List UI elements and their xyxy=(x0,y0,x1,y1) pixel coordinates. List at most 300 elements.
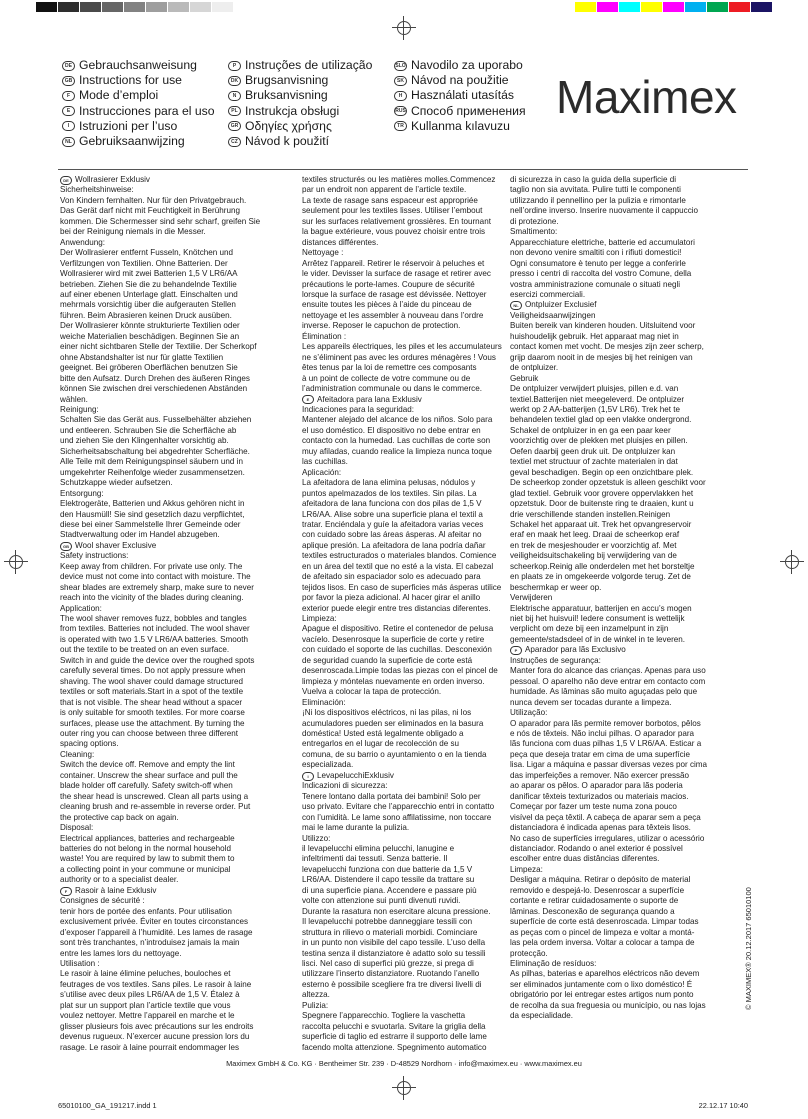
print-timestamp: 22.12.17 10:40 xyxy=(698,1101,748,1110)
text-line: niet bij het huisvuil! Iedere consument is wettelijk xyxy=(510,614,685,624)
color-swatch xyxy=(58,2,79,12)
text-line: l’administration communale ou dans le commerce. xyxy=(302,384,482,394)
text-line: testina senza il distanziatore è adatto solo su tessili xyxy=(302,948,486,958)
country-code-badge: F xyxy=(62,91,75,101)
text-line: voulez nettoyer. Mettre l’appareil en marche et le xyxy=(60,1011,235,1021)
text-line: desenroscada.Limpie todas las piezas con el pincel de xyxy=(302,666,498,676)
color-swatch xyxy=(36,2,57,12)
text-line: di sicurezza in caso la guida della superficie di xyxy=(510,175,677,184)
text-line: acumuladores pueden ser eliminados en la basura xyxy=(302,718,484,728)
text-line: und entleeren. Schrauben Sie die Scherfläche ab xyxy=(60,425,237,435)
text-line: nell’ordine inverso. Inserire nuovamente il cappuccio xyxy=(510,206,699,216)
language-item xyxy=(228,134,372,149)
language-label: Navodilo za uporabo xyxy=(411,58,523,72)
text-line: that is not visible. The shear head without a spacer xyxy=(60,697,243,707)
text-line: protecção. xyxy=(510,948,548,958)
country-code-badge: PL xyxy=(228,106,241,116)
language-label: Gebrauchsanweisung xyxy=(79,58,197,72)
text-line: Buiten bereik van kinderen houden. Uitsluitend voor xyxy=(510,321,696,331)
section-heading xyxy=(510,645,742,655)
language-item xyxy=(394,58,526,73)
file-slug: 65010100_GA_191217.indd 1 xyxy=(58,1101,157,1110)
text-line: und ziehen Sie den Klingenhalter vorsichtig ab. xyxy=(60,436,229,446)
country-code-badge: F xyxy=(60,887,72,896)
text-line: The wool shaver removes fuzz, bobbles and tangles xyxy=(60,614,247,624)
section-heading-text: Wollrasierer Exklusiv xyxy=(75,175,150,184)
text-line: ao aparar os pêlos. O aparador para lãs poderia xyxy=(510,781,683,791)
text-line: Gebruik xyxy=(510,373,539,383)
language-label: Bruksanvisning xyxy=(245,88,328,103)
text-line: esercizi commerciali. xyxy=(510,289,586,299)
text-line: Electrical appliances, batteries and rechargeable xyxy=(60,833,235,843)
text-line: as peças com o pincel de limpeza e voltar a montá- xyxy=(510,927,695,937)
country-code-badge: I xyxy=(302,772,314,781)
section-heading-text: Afeitadora para lana Exklusiv xyxy=(317,394,422,404)
country-code-badge: DK xyxy=(228,76,241,86)
color-swatch xyxy=(146,2,167,12)
country-code-badge: SK xyxy=(394,76,407,86)
text-line: nunca devem ser tocadas durante a limpeza. xyxy=(510,697,672,707)
section-heading xyxy=(302,395,534,405)
country-code-badge: GB xyxy=(62,76,75,86)
language-item xyxy=(62,58,215,73)
text-line: Tenere lontano dalla portata dei bambini! Solo per xyxy=(302,791,481,801)
header-divider xyxy=(58,169,748,170)
text-line: betrieben. Ziehen Sie die zu behandelnde Textilie xyxy=(60,279,237,289)
text-line: auf einer ebenen Unterlage glatt. Einschalten und xyxy=(60,289,238,299)
text-line: di una superficie piana. Accendere e passare più xyxy=(302,885,477,895)
text-line: uso privato. Evitare che l’apparecchio entri in contatto xyxy=(302,802,495,812)
text-line: Le rasoir à laine élimine peluches, bouloches et xyxy=(60,969,231,979)
text-line: devenus rugueux. N’exercer aucune pression lors du xyxy=(60,1032,250,1042)
text-line: Limpieza: xyxy=(302,614,337,624)
text-line: di protezione. xyxy=(510,216,559,226)
text-line: con cuidado el soporte de las cuchillas. Desconexión xyxy=(302,645,492,655)
text-line: en trek de mesjeshouder er voorzichtig af. Met xyxy=(510,540,677,550)
text-line: en un área del textil que no esté a la vista. El cabezal xyxy=(302,561,494,571)
text-line: diese bei einer Sammelstelle Ihrer Gemeinde oder xyxy=(60,519,241,529)
text-line: por favor la pieza adicional. Al hacer girar el anillo xyxy=(302,593,481,603)
text-line: voorzichtig over de plekken met pluisjes en pillen. xyxy=(510,436,688,446)
section-heading-text: LevapelucchiExklusiv xyxy=(317,770,394,780)
text-line: obrigatório por lei entregar estes artigos num ponto xyxy=(510,990,694,1000)
text-line: Schutzkappe wieder aufsetzen. xyxy=(60,478,173,488)
text-line: Sicherheitshinweise: xyxy=(60,185,134,195)
text-line: umgekehrter Reihenfolge wieder zusammensetzen. xyxy=(60,467,245,477)
text-line: Desligar a máquina. Retirar o depósito de material xyxy=(510,875,691,885)
text-line: Utilização: xyxy=(510,708,548,718)
copyright-note: © MAXIMEX® 20.12.2017 65010100 xyxy=(744,887,753,1010)
language-item xyxy=(394,73,526,88)
text-line: limpieza y móntelas nuevamente en orden inverso. xyxy=(302,676,485,686)
text-line: in un punto non visibile del capo tessile. L’uso della xyxy=(302,938,486,948)
language-item xyxy=(394,104,526,119)
text-line: Pulizia: xyxy=(302,1000,329,1010)
text-line: verplicht om deze bij een inzamelpunt in zijn xyxy=(510,624,669,634)
text-line: können Sie zwischen drei verschiedenen Abständen xyxy=(60,384,248,394)
language-list-1 xyxy=(62,58,215,149)
text-line: scheerkop.Reinig alle onderdelen met het borsteltje xyxy=(510,561,695,571)
section-heading-text: Rasoir à laine Exklusiv xyxy=(75,885,157,895)
country-code-badge: I xyxy=(62,121,75,131)
language-label: Instrucciones para el uso xyxy=(79,103,215,118)
text-line: êtes tenus par la loi de remettre ces composants xyxy=(302,363,477,373)
text-line: Cleaning: xyxy=(60,749,95,759)
text-line: is only suitable for smooth textiles. For more coarse xyxy=(60,708,245,718)
country-code-badge: GR xyxy=(228,121,241,131)
text-line: vacíelo. Desenrosque la superficie de corte y retire xyxy=(302,634,485,644)
text-line: La texte de rasage sans espaceur est appropriée xyxy=(302,195,478,205)
text-line: opzetstuk. Door de buitenste ring te draaien, kunt u xyxy=(510,499,694,509)
text-line: Apparecchiature elettriche, batterie ed accumulatori xyxy=(510,237,695,247)
text-line: contacto con la humedad. Las cuchillas de corte son xyxy=(302,436,491,446)
text-line: De scheerkop zonder opzetstuk is alleen geschikt voor xyxy=(510,478,706,488)
text-line: nettoyage et les assembler à nouveau dans l’ordre xyxy=(302,310,484,320)
text-line: entre les lames lors du nettoyage. xyxy=(60,948,182,958)
crop-mark-bottom xyxy=(392,1076,416,1100)
color-swatch xyxy=(597,2,618,12)
country-code-badge: P xyxy=(510,646,522,655)
text-line: non devono venire smaltiti con i rifiuti domestici! xyxy=(510,248,682,258)
text-line: escolher entre duas distâncias diferentes. xyxy=(510,854,660,864)
language-list-3 xyxy=(394,58,526,134)
text-line: Reinigung: xyxy=(60,404,99,414)
color-swatch xyxy=(729,2,750,12)
text-line: par un endroit non apparent de l’article textile. xyxy=(302,185,467,195)
color-swatch xyxy=(619,2,640,12)
text-line: das imperfeições a remover. Não exercer pressão xyxy=(510,770,690,780)
text-line: kommen. Die Schermesser sind sehr scharf, greifen Sie xyxy=(60,216,261,226)
text-line: Disposal: xyxy=(60,823,94,833)
text-line: utilizzare l’inserto distanziatore. Ruotando l’anello xyxy=(302,969,480,979)
text-line: superficie di taglio ed estrarre il supporto delle lame xyxy=(302,1032,487,1042)
text-line: Arrêtez l’appareil. Retirer le réservoir à peluches et xyxy=(302,258,485,268)
text-line: d’exposer l’appareil à l’humidité. Les lames de rasage xyxy=(60,927,253,937)
text-line: Ogni consumatore è tenuto per legge a conferirle xyxy=(510,258,686,268)
text-line: taglio non sia avvitata. Pulire tutti le componenti xyxy=(510,185,681,195)
text-line: infeltrimenti dai tessuti. Senza batterie. Il xyxy=(302,854,448,864)
text-line: textiles estructurados o materiales blandos. Comience xyxy=(302,551,497,561)
text-line: textiles or soft materials.Start in a spot of the textile xyxy=(60,687,244,697)
text-line: Anwendung: xyxy=(60,237,106,247)
language-label: Способ применения xyxy=(411,103,526,118)
text-line: el uso doméstico. El dispositivo no debe entrar en xyxy=(302,425,481,435)
language-item xyxy=(228,104,372,119)
text-line: mehrmals vorsichtig über die aufgerauten Stellen xyxy=(60,300,236,310)
text-line: Smaltimento: xyxy=(510,227,558,237)
text-line: a collecting point in your commune or municipal xyxy=(60,864,231,874)
country-code-badge: N xyxy=(228,91,241,101)
language-item xyxy=(62,134,215,149)
color-swatch xyxy=(124,2,145,12)
color-swatch xyxy=(168,2,189,12)
text-line: lorsque la surface de rasage est dévissée. Nettoyer xyxy=(302,289,487,299)
text-line: danificar têxteis texturizados ou materiais macios. xyxy=(510,791,689,801)
text-line: Switch the device off. Remove and empty the lint xyxy=(60,760,235,770)
text-line: sont très tranchantes, n’introduisez jamais la main xyxy=(60,938,240,948)
text-line: lisci. Nel caso di superfici più grezze, si prega di xyxy=(302,958,474,968)
language-label: Návod k použití xyxy=(245,134,330,149)
text-line: plat sur un support plan l’article textile que vous xyxy=(60,1000,231,1010)
text-line: las cuchillas. xyxy=(302,457,348,467)
text-line: especializada. xyxy=(302,760,354,770)
text-line: authority or to a specialist dealer. xyxy=(60,875,179,885)
text-line: Eliminación: xyxy=(302,697,346,707)
text-column-2 xyxy=(302,175,534,1053)
text-line: the protective cap back on again. xyxy=(60,812,179,822)
text-line: Sicherheitsabschaltung bei abgedrehter Scherfläche. xyxy=(60,446,250,456)
text-line: de ontpluizer. xyxy=(510,363,559,373)
text-line: werkt op 2 AA-batterijen (1,5V LR6). Trek het te xyxy=(510,404,681,414)
language-label: Instructions for use xyxy=(79,73,182,88)
color-swatch xyxy=(707,2,728,12)
text-line: batteries do not belong in the normal household xyxy=(60,844,231,853)
text-line: Apague el dispositivo. Retire el contenedor de pelusa xyxy=(302,624,494,634)
text-line: waste! You are required by law to submit them to xyxy=(60,854,235,864)
crop-mark-right xyxy=(780,550,804,574)
text-line: Utilisation : xyxy=(60,958,100,968)
text-line: Verfilzungen von Textilien. Ohne Batterien. Der xyxy=(60,258,228,268)
text-line: vostra amministrazione comunale o situati negli xyxy=(510,279,681,289)
language-label: Használati utasítás xyxy=(411,88,514,103)
text-line: huishoudelijk gebruik. Het apparaat mag niet in xyxy=(510,331,679,341)
text-line: Switch in and guide the device over the roughed spots xyxy=(60,655,255,665)
text-line: cortante e retirar cuidadosamente o suporte de xyxy=(510,896,679,906)
text-line: surfaces, please use the attachment. By turning the xyxy=(60,718,245,728)
country-code-badge: NL xyxy=(62,137,75,147)
text-line: altezza. xyxy=(302,990,330,1000)
text-line: visível da peça têxtil. A cabeça de aparar sem a peça xyxy=(510,812,701,822)
language-item xyxy=(62,104,215,119)
text-line: eraf en maak het leeg. Draai de scheerkop eraf xyxy=(510,530,680,540)
text-line: outer ring you can choose between three different xyxy=(60,729,239,739)
text-line: Stadtverwaltung oder im Handel abzugeben. xyxy=(60,530,220,540)
text-column-1 xyxy=(60,175,292,1053)
text-line: sur les surfaces relativement grossières. En tournant xyxy=(302,216,491,226)
section-heading xyxy=(510,300,742,310)
text-line: Vuelva a colocar la tapa de protección. xyxy=(302,687,442,697)
section-heading xyxy=(60,175,292,185)
text-line: Entsorgung: xyxy=(60,488,104,498)
country-code-badge: SLO xyxy=(395,62,406,69)
language-item xyxy=(62,73,215,88)
color-swatch xyxy=(641,2,662,12)
text-line: Das Gerät darf nicht mit Feuchtigkeit in Berührung xyxy=(60,206,240,216)
text-line: lisa. Ligar a máquina e passar diversas vezes por cima xyxy=(510,760,708,770)
section-heading xyxy=(60,541,292,551)
text-line: contact komen met vocht. De mesjes zijn zeer scherp, xyxy=(510,342,704,352)
color-swatch xyxy=(751,2,772,12)
text-line: gemeente/stadsdeel of in de winkel in te leveren. xyxy=(510,634,686,644)
text-line: aplique presión. La afeitadora de lana podría dañar xyxy=(302,540,486,550)
text-line: blade holder off carefully. Safety switch-off when xyxy=(60,781,233,791)
text-line: Safety instructions: xyxy=(60,551,129,561)
text-line: Les appareils électriques, les piles et les accumulateurs xyxy=(302,342,502,352)
text-line: ohne Abstandshalter ist nur für glatte Textilien xyxy=(60,352,224,362)
text-line: humidade. As lâminas são muito aguçadas pelo que xyxy=(510,687,698,697)
language-label: Brugsanvisning xyxy=(245,73,329,88)
country-code-badge: GB xyxy=(60,542,72,551)
text-line: Oefen daarbij geen druk uit. De ontpluizer kan xyxy=(510,446,676,456)
text-line: Alle Teile mit dem Reinigungspinsel säubern und in xyxy=(60,457,243,467)
text-line: s’utilise avec deux piles LR6/AA de 1,5 V. Étalez à xyxy=(60,990,240,1000)
text-line: à un point de collecte de votre commune ou de xyxy=(302,373,471,383)
country-code-badge: P xyxy=(228,61,241,71)
color-swatch xyxy=(575,2,596,12)
text-line: Durante la rasatura non esercitare alcuna pressione. xyxy=(302,906,491,916)
text-line: führen. Beim Abrasieren keinen Druck ausüben. xyxy=(60,310,232,320)
text-line: lãs funciona com duas pilhas 1,5 V LR6/AA. Esticar a xyxy=(510,739,702,749)
language-label: Instruções de utilização xyxy=(245,58,373,72)
text-line: Utilizzo: xyxy=(302,833,331,843)
language-item xyxy=(228,58,372,73)
text-line: Eliminação de resíduos: xyxy=(510,958,597,968)
text-line: muy afiladas, cuando realice la limpieza nunca toque xyxy=(302,446,492,456)
text-line: puntos apelmazados de los textiles. Sin pilas. La xyxy=(302,488,477,498)
section-heading xyxy=(302,771,534,781)
text-line: il levapelucchi elimina pelucchi, lanugine e xyxy=(302,844,455,853)
text-line: ensuite toutes les pièces à l’aide du pinceau de xyxy=(302,300,472,310)
text-line: from textiles. Batteries not included. The wool shaver xyxy=(60,624,250,634)
text-line: O aparador para lãs permite remover borbotos, pêlos xyxy=(510,718,701,728)
text-line: raccolta pelucchi e svuotarla. Svitare la griglia della xyxy=(302,1021,486,1031)
text-line: esterno è possibile scegliere fra tre diversi livelli di xyxy=(302,979,482,989)
text-line: Veiligheidsaanwijzingen xyxy=(510,310,596,320)
language-item xyxy=(228,73,372,88)
text-line: Consignes de sécurité : xyxy=(60,896,145,906)
color-swatch xyxy=(663,2,684,12)
country-code-badge: E xyxy=(302,395,314,404)
country-code-badge: CZ xyxy=(228,137,241,147)
text-line: Der Wollrasierer könnte strukturierte Textilien oder xyxy=(60,321,240,331)
text-line: exclusivement privée. Éviter en toutes circonstances xyxy=(60,917,249,927)
text-line: mai le lame durante la pulizia. xyxy=(302,823,410,833)
text-line: Der Wollrasierer entfernt Fusseln, Knötchen und xyxy=(60,248,234,258)
language-label: Οδηγίες χρήσης xyxy=(245,118,332,133)
text-line: de recolha da sua freguesia ou município, ou nas lojas xyxy=(510,1000,706,1010)
color-swatch xyxy=(102,2,123,12)
text-line: Nettoyage : xyxy=(302,248,344,258)
text-line: ser eliminados juntamente com o lixo doméstico! É xyxy=(510,979,693,989)
text-column-3 xyxy=(510,175,742,1022)
text-line: No caso de superfícies irregulares, utilizar o acessório xyxy=(510,833,705,843)
language-label: Istruzioni per l’uso xyxy=(79,118,178,133)
color-swatch xyxy=(190,2,211,12)
language-item xyxy=(62,88,215,103)
text-line: levapelucchi funziona con due batterie da 1,5 V xyxy=(302,864,473,874)
text-line: spacing options. xyxy=(60,739,119,749)
text-line: den Hausmüll! Sie sind gesetzlich dazu verpflichtet, xyxy=(60,509,245,519)
text-line: grijp daarom nooit in de mesjes bij het reinigen van xyxy=(510,352,693,362)
text-line: inverse. Reposer le capuchon de protection. xyxy=(302,321,461,331)
text-line: Wollrasierer wird mit zwei Batterien 1,5 V LR6/AA xyxy=(60,269,238,279)
text-line: shear blades are extremely sharp, make sure to never xyxy=(60,582,254,592)
text-line: tenir hors de portée des enfants. Pour utilisation xyxy=(60,906,232,916)
text-line: pessoal. O aparelho não deve entrar em contacto com xyxy=(510,676,706,686)
text-line: As pilhas, baterias e aparelhos eléctricos não devem xyxy=(510,969,700,979)
text-line: textiel met structuur of zachte materialen in dat xyxy=(510,457,678,467)
country-code-badge: DE xyxy=(60,176,72,185)
text-line: presso i centri di raccolta del vostro Comune, della xyxy=(510,269,692,279)
text-line: rasage. Le rasoir à laine pourrait endommager les xyxy=(60,1042,240,1052)
text-line: Schalten Sie das Gerät aus. Fusselbehälter abziehen xyxy=(60,415,252,425)
text-line: cleaning brush and re-assemble in reverse order. Put xyxy=(60,802,251,812)
text-line: textiles structurés ou les matières molles.Commencez xyxy=(302,175,496,184)
brand-logo: Maximex xyxy=(556,71,737,123)
text-line: device must not come into contact with moisture. The xyxy=(60,572,251,582)
text-line: Il levapelucchi potrebbe danneggiare tessili con xyxy=(302,917,473,927)
country-code-badge: NL xyxy=(510,301,522,310)
text-line: utilizzando il pennellino per la pulizia e rimontarle xyxy=(510,195,686,205)
section-heading-text: Ontpluizer Exclusief xyxy=(525,300,597,310)
text-line: drie verschillende standen instellen.Reinigen xyxy=(510,509,671,519)
text-line: Instruções de segurança: xyxy=(510,655,601,665)
text-line: LR6/AA. Alise sobre una superficie plana el textil a xyxy=(302,509,483,519)
text-line: container. Unscrew the shear surface and pull the xyxy=(60,770,238,780)
text-line: feutrages de vos textiles. Sans piles. Le rasoir à laine xyxy=(60,979,252,989)
text-line: afeitadora de lana funciona con dos pilas de 1,5 V xyxy=(302,499,482,509)
text-line: veiligheidsuitschakeling bij verwijdering van de xyxy=(510,551,677,561)
language-item xyxy=(62,119,215,134)
language-list-2 xyxy=(228,58,372,149)
language-item xyxy=(228,119,372,134)
section-heading-text: Aparador para lãs Exclusivo xyxy=(525,645,626,655)
country-code-badge: TR xyxy=(394,121,407,131)
text-line: précautions le porte-lames. Coupure de sécurité xyxy=(302,279,475,289)
text-line: doméstica! Usted está legalmente obligado a xyxy=(302,729,464,739)
text-line: facendo molta attenzione. Spegnimento automatico xyxy=(302,1042,487,1052)
company-footer: Maximex GmbH & Co. KG · Bentheimer Str. 239 · D-48529 Nordhorn · info@maximex.eu · www.maximex.eu xyxy=(226,1059,582,1068)
text-line: Limpeza: xyxy=(510,864,543,874)
text-line: con cuidado sobre las áreas ásperas. Al afeitar no xyxy=(302,530,482,540)
text-line: weiche Materialien beschädigen. Beginnen Sie an xyxy=(60,331,240,341)
text-line: Verwijderen xyxy=(510,593,553,603)
text-line: Indicazioni di sicurezza: xyxy=(302,781,388,791)
text-line: Elektrogeräte, Batterien und Akkus gehören nicht in xyxy=(60,499,245,509)
text-line: Elektrische apparatuur, batterijen en accu’s mogen xyxy=(510,603,692,613)
text-line: Schakel het apparaat uit. Trek het opvangreservoir xyxy=(510,519,692,529)
text-line: volte con attenzione sui punti divenuti ruvidi. xyxy=(302,896,461,906)
text-line: struttura in rilievo o materiali morbidi. Cominciare xyxy=(302,927,478,937)
text-line: e nós de têxteis. Não inclui pilhas. O aparador para xyxy=(510,729,695,739)
text-line: Aplicación: xyxy=(302,467,342,477)
language-label: Gebruiksaanwijzing xyxy=(79,134,185,149)
text-line: glad textiel. Gebruik voor grovere oppervlakken het xyxy=(510,488,694,498)
text-line: exterior puede elegir entre tres distancias diferentes. xyxy=(302,603,491,613)
text-line: distances différentes. xyxy=(302,237,379,247)
text-line: removido e despejá-lo. Desenroscar a superfície xyxy=(510,885,685,895)
text-line: Spegnere l’apparecchio. Togliere la vaschetta xyxy=(302,1011,466,1021)
text-line: en plaats ze in omgekeerde volgorde terug. Zet de xyxy=(510,572,691,582)
text-line: distanciador. Rodando o anel exterior é possível xyxy=(510,844,683,853)
text-line: is operated with two 1.5 V LR6/AA batteries. Smooth xyxy=(60,634,249,644)
text-line: out the textile to be treated on an even surface. xyxy=(60,645,230,655)
text-line: seulement pour les textiles lisses. Utiliser l’embout xyxy=(302,206,483,216)
text-line: La afeitadora de lana elimina pelusas, nódulos y xyxy=(302,478,476,488)
country-code-badge: H xyxy=(394,91,407,101)
text-line: Indicaciones para la seguridad: xyxy=(302,404,415,414)
text-line: de afeitado sin espaciador solo es adecuado para xyxy=(302,572,481,582)
text-line: reach into the vicinity of the blades during cleaning. xyxy=(60,593,244,603)
text-line: Começar por fazer um teste numa zona pouco xyxy=(510,802,677,812)
text-line: beschermkap er weer op. xyxy=(510,582,602,592)
text-line: de seguridad cuando la superficie de corte está xyxy=(302,655,473,665)
text-line: De ontpluizer verwijdert pluisjes, pillen e.d. van xyxy=(510,384,679,394)
language-item xyxy=(394,88,526,103)
text-line: wählen. xyxy=(60,394,88,404)
crop-mark-left xyxy=(4,550,28,574)
text-line: shaving. The wool shaver could damage structured xyxy=(60,676,243,686)
